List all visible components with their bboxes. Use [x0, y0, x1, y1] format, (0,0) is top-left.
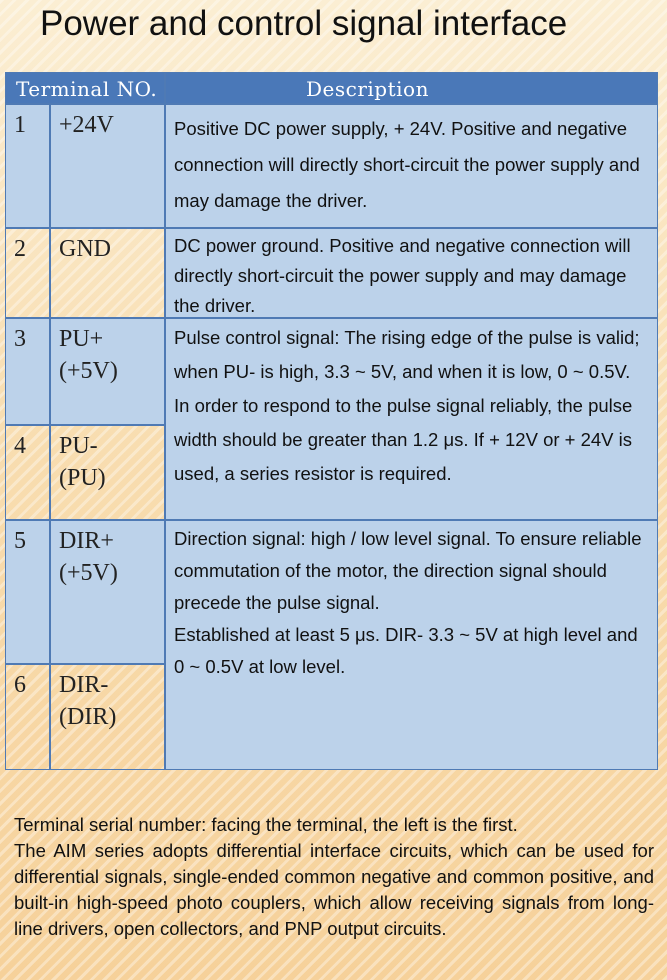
terminal-label: GND: [59, 236, 111, 262]
terminal-sublabel: (+5V): [59, 358, 118, 384]
terminal-sublabel: (DIR): [59, 704, 117, 730]
terminal-label: PU-: [59, 433, 98, 459]
terminal-name-2: [50, 228, 165, 318]
series-description-note: The AIM series adopts differential interface circuits, which can be used for differential signals, single-ended common negative and common positive, and built-in high-speed photo couplers, which allow receiving signals from long-line drivers, open collectors, and PNP output circuits.: [14, 840, 654, 939]
terminal-label: +24V: [59, 112, 114, 138]
description-pulse: [165, 318, 658, 520]
terminal-number-3: 3: [5, 318, 50, 425]
terminal-name-6: [50, 664, 165, 770]
terminal-number-2: 2: [5, 228, 50, 318]
terminal-order-note: Terminal serial number: facing the terminal, the left is the first.: [14, 814, 518, 835]
description-ground: DC power ground. Positive and negative connection will directly short-circuit the power supply and may damage the driver.: [165, 228, 658, 318]
header-terminal-no: Terminal NO.: [5, 72, 165, 104]
terminal-label: DIR-: [59, 672, 109, 698]
terminal-number-6: 6: [5, 664, 50, 770]
pulse-width-text: In order to respond to the pulse signal reliably, the pulse width should be greater than 1.2 μs. If + 12V or + 24V is used, a series resistor is required.: [174, 395, 633, 484]
description-direction: [165, 520, 658, 770]
pulse-signal-text: Pulse control signal: The rising edge of the pulse is valid; when PU- is high, 3.3 ~ 5V, and when it is low, 0 ~ 0.5V.: [174, 327, 640, 382]
terminal-name-3: [50, 318, 165, 425]
direction-timing-text: Established at least 5 μs. DIR- 3.3 ~ 5V at high level and 0 ~ 0.5V at low level.: [174, 624, 638, 677]
terminal-name-4: [50, 425, 165, 520]
terminal-sublabel: (PU): [59, 465, 106, 491]
terminal-name-1: [50, 104, 165, 228]
terminal-number-5: 5: [5, 520, 50, 664]
page-title: Power and control signal interface: [40, 4, 568, 43]
interface-notes: [14, 812, 654, 942]
description-power: Positive DC power supply, + 24V. Positive and negative connection will directly short-circuit the power supply and may damage the driver.: [165, 104, 658, 228]
signal-interface-table: [5, 72, 658, 770]
terminal-sublabel: (+5V): [59, 560, 118, 586]
terminal-label: PU+: [59, 326, 104, 352]
terminal-number-4: 4: [5, 425, 50, 520]
terminal-name-5: [50, 520, 165, 664]
terminal-number-1: 1: [5, 104, 50, 228]
header-description: Description: [165, 72, 658, 104]
direction-signal-text: Direction signal: high / low level signal. To ensure reliable commutation of the motor, the direction signal should precede the pulse signal.: [174, 528, 642, 613]
terminal-label: DIR+: [59, 528, 114, 554]
